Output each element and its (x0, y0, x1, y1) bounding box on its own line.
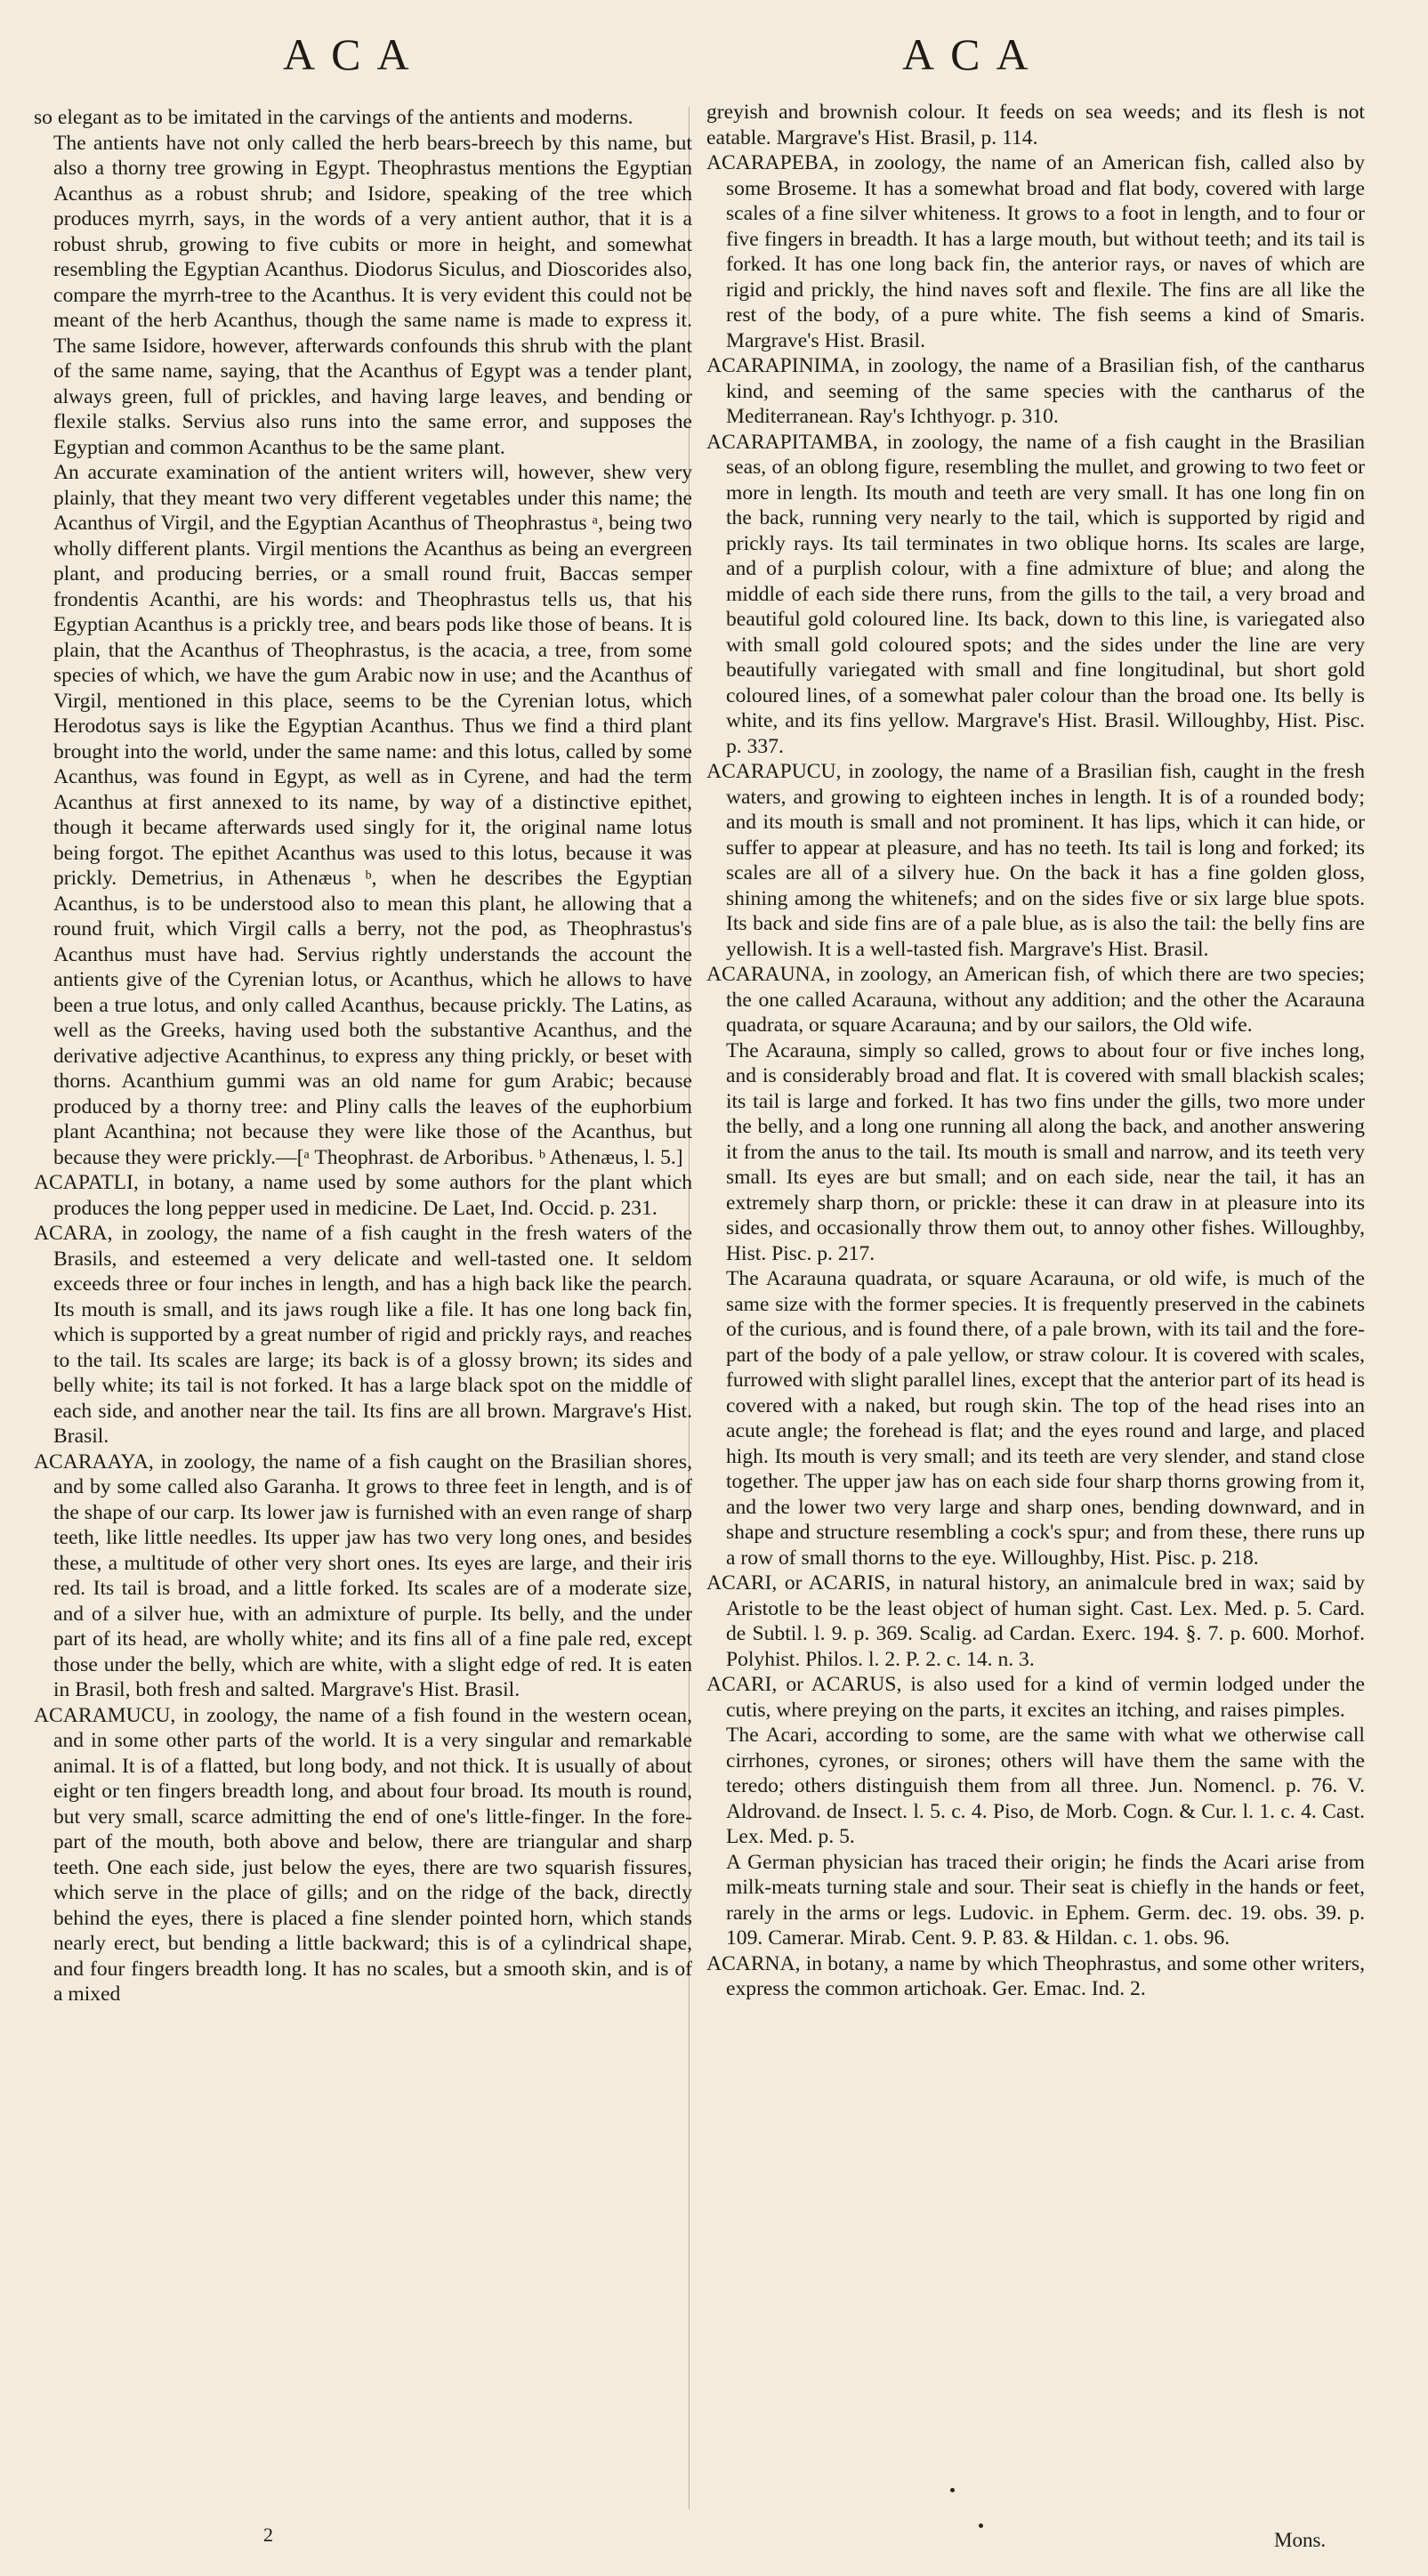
dictionary-entry: ACARI, or ACARIS, in natural history, an animalcule bred in wax; said by Aristotle to be the least object of human sight. Cast. Lex. Med. p. 5. Card. de Subtil. l. 9. p. 369. Scalig. ad Cardan. Exerc. 194. §. 7. p. 600. Morhof. Polyhist. Philos. l. 2. P. 2. c. 14. n. 3. (706, 1571, 1365, 1671)
catchword: Mons. (1274, 2529, 1327, 2551)
paragraph: The antients have not only called the herb bears-breech by this name, but also a thorny tree growing in Egypt. Theophrastus mentions the Egyptian Acanthus as a robust shrub; and Isidore, speaking of the tree which produces myrrh, says, in the words of a very antient author, that it is a robust shrub, growing to five cubits or more in height, and somewhat resembling the Egyptian Acanthus. Diodorus Siculus, and Dioscorides also, compare the myrrh-tree to the Acanthus. It is very evident this could not be meant of the herb Acanthus, though the same name is made to express it. The same Isidore, however, afterwards confounds this shrub with the plant of the same name, saying, that the Acanthus of Egypt was a tender plant, always green, full of prickles, and having large leaves, and bending or flexile stalks. Servius also runs into the same error, and supposes the Egyptian and common Acanthus to be the same plant. (53, 131, 692, 459)
dictionary-entry: ACARA, in zoology, the name of a fish caught in the fresh waters of the Brasils, and esteemed a very delicate and well-tasted one. It seldom exceeds three or four inches in length, and has a high back like the pearch. Its mouth is small, and its jaws rough like a file. It has one long back fin, which is supported by a great number of rigid and prickly rays, and reaches to the tail. Its scales are large; its back is of a glossy brown; its sides and belly white; its tail is not forked. It has a large black spot on the middle of each side, and another near the tail. Its fins are all brown. Margrave's Hist. Brasil. (34, 1222, 692, 1448)
dictionary-entry: ACARAPUCU, in zoology, the name of a Brasilian fish, caught in the fresh waters, and growing to eighteen inches in length. It is of a rounded body; and its mouth is small and not prominent. It has lips, which it can hide, or suffer to appear at pleasure, and has no teeth. Its tail is long and forked; its scales are all of a silvery hue. On the back it has a fine golden gloss, shining among the whitenefs; and on the sides five or six large blue spots. Its back and side fins are of a pale blue, as is also the tail: the belly fins are yellowish. It is a well-tasted fish. Margrave's Hist. Brasil. (706, 760, 1365, 961)
paragraph: The Acari, according to some, are the same with what we otherwise call cirrhones, cyrones, or sirones; others will have them the same with the teredo; others distinguish them from all three. Jun. Nomencl. p. 76. V. Aldrovand. de Insect. l. 5. c. 4. Piso, de Morb. Cogn. & Cur. l. 1. c. 4. Cast. Lex. Med. p. 5. (726, 1724, 1365, 1848)
dictionary-entry: ACARI, or ACARUS, is also used for a kind of vermin lodged under the cutis, where preying on the parts, it excites an itching, and raises pimples. (706, 1673, 1365, 1722)
dictionary-entry: ACARAAYA, in zoology, the name of a fish caught on the Brasilian shores, and by some called also Garanha. It grows to three feet in length, and is of the shape of our carp. Its lower jaw is furnished with an even range of sharp teeth, like little needles. Its upper jaw has two very long ones, and besides these, a multitude of other very short ones. Its eyes are large, and their iris red. Its tail is broad, and a little forked. Its scales are of a moderate size, and of a silver hue, with an admixture of purple. Its belly, and the under part of its head, are wholly white; and its fins all of a fine pale red, except those under the belly, which are white, with a slight edge of red. It is eaten in Brasil, both fresh and salted. Margrave's Hist. Brasil. (34, 1450, 692, 1701)
dictionary-entry: ACAPATLI, in botany, a name used by some authors for the plant which produces the long pepper used in medicine. De Laet, Ind. Occid. p. 231. (34, 1171, 692, 1220)
running-head-right: ACA (902, 29, 1045, 79)
printer-mark (950, 2488, 955, 2492)
paragraph: An accurate examination of the antient writers will, however, shew very plainly, that they meant two very different vegetables under this name; the Acanthus of Virgil, and the Egyptian Acanthus of Theophrastus ᵃ, being two wholly different plants. Virgil mentions the Acanthus as being an evergreen plant, and producing berries, or a small round fruit, Baccas semper frondentis Acanthi, are his words: and Theophrastus tells us, that his Egyptian Acanthus is a prickly tree, and bears pods like those of beans. It is plain, that the Acanthus of Theophrastus, is the acacia, a tree, from some species of which, we have the gum Arabic now in use; and the Acanthus of Virgil, mentioned in this place, seems to be the Cyrenian lotus, which Herodotus says is like the Egyptian Acanthus. Thus we find a third plant brought into the world, under the same name: and this lotus, called by some Acanthus, was found in Egypt, as well as in Cyrene, and had the term Acanthus at first annexed to its name, by way of a distinctive epithet, though it became afterwards used singly for it, the original name lotus being forgot. The epithet Acanthus was used to this lotus, because it was prickly. Demetrius, in Athenæus ᵇ, when he describes the Egyptian Acanthus, is to be understood also to mean this plant, he allowing that a round fruit, which Virgil calls a berry, not the pod, as Theophrastus's Acanthus must have had. Servius rightly understands the account the antients give of the Cyrenian lotus, or Acanthus, which he allows to have been a true lotus, and only called Acanthus, because prickly. The Latins, as well as the Greeks, having used both the substantive Acanthus, and the derivative adjective Acanthinus, to express any thing prickly, or beset with thorns. Acanthium gummi was an old name for gum Arabic; because produced by a thorny tree: and Pliny calls the leaves of the euphorbium plant Acanthina; not because they were like those of the Acanthus, but because they were prickly.—[ᵃ Theophrast. de Arboribus. ᵇ Athenæus, l. 5.] (53, 461, 692, 1169)
left-column (34, 105, 692, 2007)
printer-mark (979, 2524, 983, 2528)
dictionary-entry: ACARAPITAMBA, in zoology, the name of a fish caught in the Brasilian seas, of an oblong figure, resembling the mullet, and growing to two feet or more in length. Its mouth and teeth are very small. It has one long fin on the back, running very nearly to the tail, which is supported by rigid and prickly rays. Its tail terminates in two oblique horns. Its scales are large, and of a purplish colour, with a fine admixture of blue; and along the middle of each side there runs, from the gills to the tail, a very broad and beautiful gold coloured line. Its back, down to this line, is variegated also with small gold coloured spots; and the sides under the line are very beautifully variegated with small and fine longitudinal, but short gold coloured lines, of a somewhat paler colour than the broad one. Its belly is white, and its fins yellow. Margrave's Hist. Brasil. Willoughby, Hist. Pisc. p. 337. (706, 430, 1365, 758)
dictionary-entry: ACARAPINIMA, in zoology, the name of a Brasilian fish, of the cantharus kind, and seeming of the same species with the cantharus of the Mediterranean. Ray's Ichthyogr. p. 310. (706, 354, 1365, 428)
dictionary-entry: ACARAMUCU, in zoology, the name of a fish found in the western ocean, and in some other parts of the world. It is a very singular and remarkable animal. It is of a flatted, but long body, and not thick. It is usually of about eight or ten fingers breadth long, and about four broad. Its mouth is round, but very small, scarce admitting the end of one's little-finger. In the fore-part of the mouth, both above and below, there are triangular and sharp teeth. One each side, just below the eyes, there are two squarish fissures, which serve in the place of gills; and on the ridge of the back, directly behind the eyes, there is placed a fine slender pointed horn, which stands nearly erect, but bending a little backward; this is of a cylindrical shape, and four fingers breadth long. It has no scales, but a smooth skin, and is of a mixed (34, 1703, 692, 2006)
page-number: 2 (263, 2524, 273, 2546)
paragraph: The Acarauna, simply so called, grows to about four or five inches long, and is considerably broad and flat. It is covered with small blackish scales; its tail is large and forked. It has two fins under the gills, two more under the belly, and a long one running all along the back, and another answering it from the anus to the tail. Its mouth is small and narrow, and its teeth very small. Its eyes are but small; and on each side, near the tail, it has an extremely sharp thorn, or prickle: these it can draw in at pleasure into its sides, and occasionally throw them out, to annoy other fishes. Willoughby, Hist. Pisc. p. 217. (726, 1038, 1365, 1265)
running-head-left: ACA (283, 29, 425, 79)
paragraph: greyish and brownish colour. It feeds on sea weeds; and its flesh is not eatable. Margrave's Hist. Brasil, p. 114. (706, 101, 1365, 149)
paragraph: A German physician has traced their origin; he finds the Acari arise from milk-meats turning stale and sour. Their seat is chiefly in the hands or feet, rarely in the arms or legs. Ludovic. in Ephem. Germ. dec. 19. obs. 39. p. 109. Camerar. Mirab. Cent. 9. P. 83. & Hildan. c. 1. obs. 96. (726, 1850, 1365, 1950)
dictionary-entry: ACARNA, in botany, a name by which Theophrastus, and some other writers, express the common artichoak. Ger. Emac. Ind. 2. (706, 1951, 1365, 2000)
dictionary-entry: ACARAUNA, in zoology, an American fish, of which there are two species; the one called Acarauna, without any addition; and the other the Acarauna quadrata, or square Acarauna; and by our sailors, the Old wife. (706, 963, 1365, 1037)
paragraph: so elegant as to be imitated in the carvings of the antients and moderns. (34, 106, 633, 129)
right-column (706, 100, 1365, 2002)
paragraph: The Acarauna quadrata, or square Acarauna, or old wife, is much of the same size with the former species. It is frequently preserved in the cabinets of the curious, and is found there, of a pale brown, with its tail and the fore-part of the body of a pale yellow, or straw colour. It is covered with scales, furrowed with slight parallel lines, except that the anterior part of its head is covered with a naked, but rough skin. The top of the head rises into an acute angle; the forehead is flat; and the eyes round and large, and placed high. Its mouth is very small; and its teeth are very slender, and stand close together. The upper jaw has on each side four sharp thorns growing from it, and the lower two very large and sharp ones, bending downward, and in shape and structure resembling a cock's spur; and from these, there runs up a row of small thorns to the eye. Willoughby, Hist. Pisc. p. 218. (726, 1267, 1365, 1570)
dictionary-entry: ACARAPEBA, in zoology, the name of an American fish, called also by some Broseme. It has a somewhat broad and flat body, covered with large scales of a fine silver whiteness. It grows to a foot in length, and to four or five fingers in breadth. It has a large mouth, but without teeth; and its tail is forked. It has one long back fin, the anterior rays, or naves of which are rigid and prickly, the hind naves soft and flexile. The fins are all like the rest of the body, of a pure white. The fish seems a kind of Smaris. Margrave's Hist. Brasil. (706, 151, 1365, 352)
